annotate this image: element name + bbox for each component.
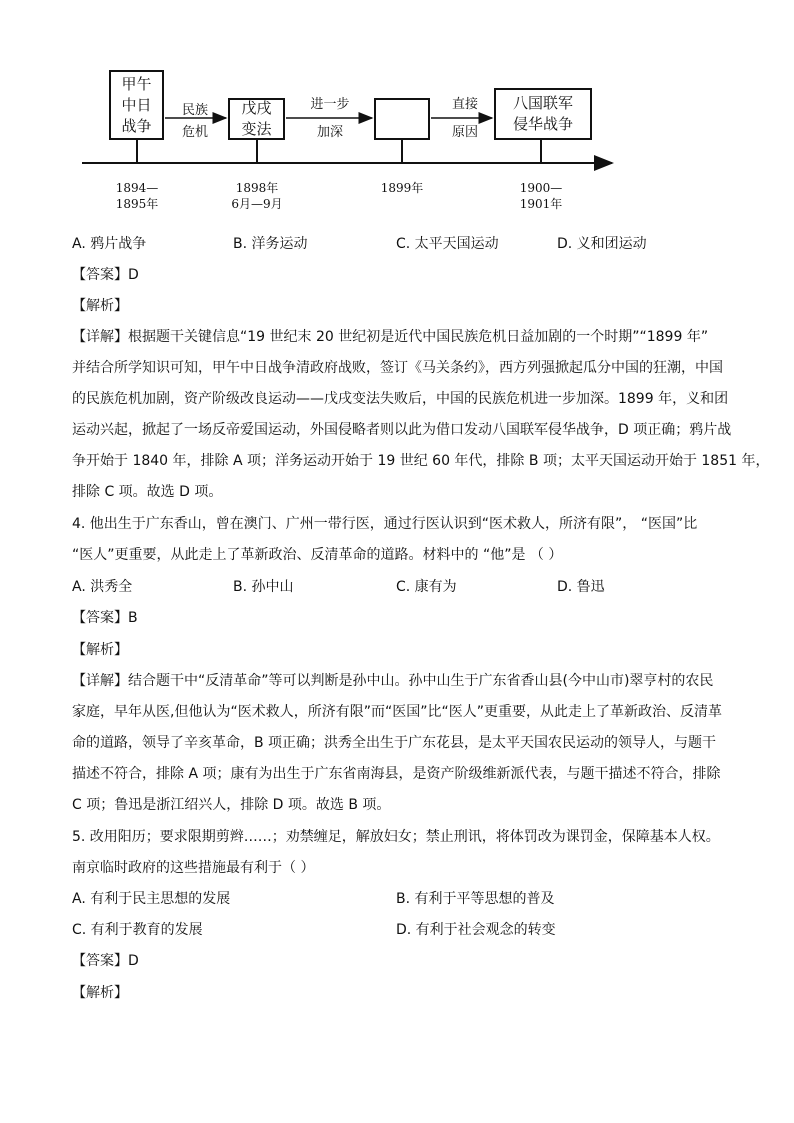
detail-line: 争开始于 1840 年，排除 A 项；洋务运动开始于 19 世纪 60 年代，排除 B 项；太平天国运动开始于 1851 年， bbox=[72, 453, 770, 469]
year-label: 1899年 bbox=[380, 181, 424, 195]
option-c: C. 有利于教育的发展 bbox=[72, 922, 203, 938]
option-c: C. 康有为 bbox=[396, 579, 457, 595]
year-label: 1898年 6月—9月 bbox=[231, 181, 283, 211]
detail-line: 的民族危机加剧，资产阶级改良运动——戊戌变法失败后，中国的民族危机进一步加深。1899 年，义和团 bbox=[72, 391, 729, 407]
detail-line: C 项；鲁迅是浙江绍兴人，排除 D 项。故选 B 项。 bbox=[72, 797, 391, 813]
q5-answer: 【答案】D bbox=[72, 953, 139, 969]
detail-line: 描述不符合，排除 A 项；康有为出生于广东省南海县，是资产阶级维新派代表，与题干描述不符合，排除 bbox=[72, 766, 721, 782]
stem-line: 5. 改用阳历；要求限期剪辫……；劝禁缠足，解放妇女；禁止刑讯，将体罚改为课罚金，保障基本人权。 bbox=[72, 829, 720, 845]
year-label: 1900— 1901年 bbox=[519, 181, 563, 211]
q3-answer: 【答案】D bbox=[72, 267, 139, 283]
timeline-box-reform: 戊戌 变法 bbox=[228, 98, 285, 140]
timeline-box-sino-japanese-war: 甲午 中日 战争 bbox=[109, 70, 164, 140]
stem-line: 4. 他出生于广东香山，曾在澳门、广州一带行医，通过行医认识到“医术救人，所济有限”， “医国”比 bbox=[72, 516, 698, 532]
year-label: 1894— 1895年 bbox=[115, 181, 159, 211]
option-d: D. 鲁迅 bbox=[557, 579, 605, 595]
stem-line: “医人”更重要，从此走上了革新政治、反清革命的道路。材料中的 “他”是 （ ） bbox=[72, 547, 563, 563]
option-a: A. 有利于民主思想的发展 bbox=[72, 891, 231, 907]
timeline-box-eight-nation: 八国联军 侵华战争 bbox=[494, 88, 592, 140]
option-c: C. 太平天国运动 bbox=[396, 236, 499, 252]
q3-analysis-heading: 【解析】 bbox=[72, 298, 128, 314]
q4-analysis-heading: 【解析】 bbox=[72, 642, 128, 658]
arrow-label-bottom: 原因 bbox=[451, 125, 478, 140]
option-b: B. 有利于平等思想的普及 bbox=[396, 891, 555, 907]
detail-line: 并结合所学知识可知，甲午中日战争清政府战败，签订《马关条约》，西方列强掀起瓜分中国的狂潮，中国 bbox=[72, 360, 723, 376]
arrow-label-bottom: 加深 bbox=[316, 125, 343, 140]
stem-line: 南京临时政府的这些措施最有利于（ ） bbox=[72, 860, 315, 876]
arrow-label-top: 进一步 bbox=[310, 97, 350, 112]
detail-line: 家庭，早年从医,但他认为“医术救人，所济有限”而“医国”比“医人”更重要，从此走上了革新政治、反清革 bbox=[72, 704, 722, 720]
detail-line: 【详解】结合题干中“反清革命”等可以判断是孙中山。孙中山生于广东省香山县(今中山市)翠亨村的农民 bbox=[72, 673, 714, 689]
arrow-label-top: 民族 bbox=[181, 103, 208, 118]
option-a: A. 洪秀全 bbox=[72, 579, 133, 595]
option-d: D. 有利于社会观念的转变 bbox=[396, 922, 556, 938]
q5-analysis-heading: 【解析】 bbox=[72, 985, 128, 1001]
option-b: B. 洋务运动 bbox=[233, 236, 308, 252]
option-d: D. 义和团运动 bbox=[557, 236, 647, 252]
q4-answer: 【答案】B bbox=[72, 610, 138, 626]
option-b: B. 孙中山 bbox=[233, 579, 294, 595]
timeline-box-blank bbox=[374, 98, 430, 140]
arrow-label-bottom: 危机 bbox=[181, 125, 208, 140]
detail-line: 【详解】根据题干关键信息“19 世纪末 20 世纪初是近代中国民族危机日益加剧的一个时期”“1899 年” bbox=[72, 329, 709, 345]
detail-line: 命的道路，领导了辛亥革命，B 项正确；洪秀全出生于广东花县，是太平天国农民运动的领导人，与题干 bbox=[72, 735, 717, 751]
detail-line: 运动兴起，掀起了一场反帝爱国运动，外国侵略者则以此为借口发动八国联军侵华战争，D 项正确；鸦片战 bbox=[72, 422, 732, 438]
option-a: A. 鸦片战争 bbox=[72, 236, 147, 252]
arrow-label-top: 直接 bbox=[451, 97, 478, 112]
detail-line: 排除 C 项。故选 D 项。 bbox=[72, 484, 223, 500]
